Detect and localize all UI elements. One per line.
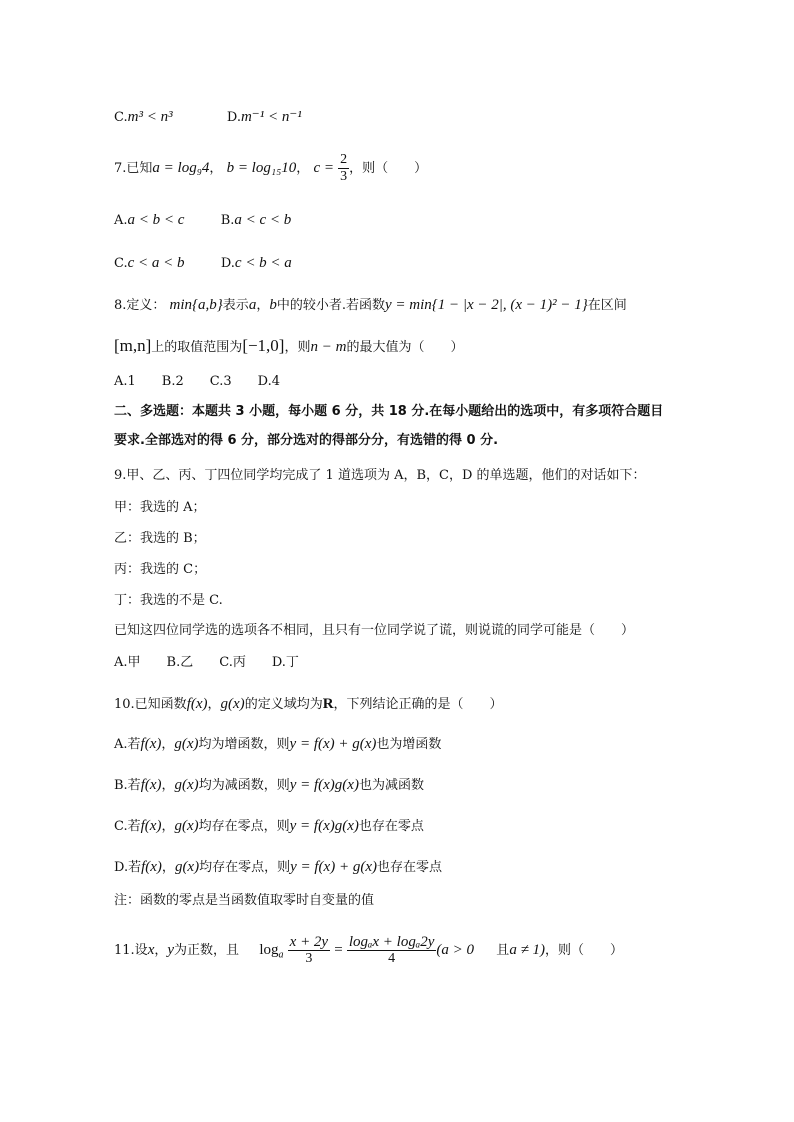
q11-text1: 为正数，且 bbox=[174, 943, 240, 958]
q11-left-denominator: 3 bbox=[305, 951, 313, 966]
q10-c-mid: 均存在零点，则 bbox=[198, 819, 290, 834]
q8-text1: 表示 bbox=[222, 298, 249, 313]
q8-text7: 的最大值为（ ） bbox=[346, 340, 464, 355]
q10-c-post: 也存在零点 bbox=[358, 819, 424, 834]
q9-stem: 9.甲、乙、丙、丁四位同学均完成了 1 道选项为 A，B，C，D 的单选题，他们的对话如下： bbox=[114, 468, 646, 483]
q10-b-post: 也为减函数 bbox=[358, 778, 424, 793]
q8-text2: ， bbox=[256, 298, 270, 313]
q9-statement-1: 甲：我选的 A； bbox=[114, 500, 206, 515]
q11-left-fraction bbox=[288, 934, 330, 967]
q10-option-c bbox=[114, 817, 424, 836]
q10-c-expr: y = f(x)g(x) bbox=[289, 818, 359, 834]
q11-right-fraction bbox=[347, 934, 437, 967]
q10-d-post: 也存在零点 bbox=[376, 860, 442, 875]
q10-c-g: g(x) bbox=[174, 818, 199, 834]
q7-option-d-expr: c < b < a bbox=[234, 255, 292, 271]
q7-option-b-expr: a < c < b bbox=[234, 212, 292, 228]
q7-option-b-label: B. bbox=[220, 213, 235, 228]
q9-question: 已知这四位同学选的选项各不相同，且只有一位同学说了谎，则说谎的同学可能是（ ） bbox=[114, 623, 635, 638]
q7-option-a-label: A. bbox=[114, 213, 128, 228]
q9-statement-2: 乙：我选的 B； bbox=[114, 531, 206, 546]
q10-d-expr: y = f(x) + g(x) bbox=[290, 859, 377, 875]
q6-option-d-expr: m⁻¹ < n⁻¹ bbox=[240, 109, 302, 125]
q10-text2: ，下列结论正确的是（ ） bbox=[333, 697, 503, 712]
q10-option-d bbox=[114, 858, 442, 877]
q8-diff: n − m bbox=[310, 339, 347, 355]
q10-a-comma: ， bbox=[161, 737, 175, 752]
q11-cond2: a ≠ 1) bbox=[509, 942, 546, 958]
q8-var-b: b bbox=[269, 297, 277, 313]
q8-text3: 中的较小者.若函数 bbox=[276, 298, 385, 313]
q11-log: log bbox=[259, 942, 279, 958]
q11-left-numerator: x + 2y bbox=[289, 934, 329, 950]
q8-var-a: a bbox=[248, 297, 257, 313]
q10-f: f(x) bbox=[186, 696, 208, 712]
q10-d-f: f(x) bbox=[141, 859, 162, 875]
q10-a-post: 也为增函数 bbox=[376, 737, 442, 752]
q10-a-g: g(x) bbox=[174, 736, 199, 752]
q8-interval: [m,n] bbox=[114, 336, 152, 355]
q8-options: A.1 B.2 C.3 D.4 bbox=[114, 374, 280, 389]
q10-a-f: f(x) bbox=[140, 736, 162, 752]
q8-stem-line1 bbox=[114, 296, 627, 315]
q7-c-lhs: c = bbox=[313, 160, 334, 176]
q7-suffix: ，则（ ） bbox=[349, 161, 428, 176]
q8-min-expr: min{a,b} bbox=[169, 297, 223, 313]
q9-options: A.甲 B.乙 C.丙 D.丁 bbox=[114, 655, 299, 670]
q10-c-f: f(x) bbox=[140, 818, 162, 834]
q7-c-fraction bbox=[338, 152, 349, 185]
q8-prefix: 8.定义： bbox=[114, 298, 166, 313]
q7-c-numerator: 2 bbox=[340, 152, 348, 167]
q7-option-a-expr: a < b < c bbox=[127, 212, 185, 228]
q7-b-expr: b = log₁₅10 bbox=[226, 160, 297, 176]
q10-option-b bbox=[114, 776, 424, 795]
q10-d-comma: ， bbox=[161, 860, 175, 875]
q10-b-f: f(x) bbox=[140, 777, 162, 793]
q9-statement-4: 丁：我选的不是 C. bbox=[114, 593, 223, 608]
q10-note: 注：函数的零点是当函数值取零时自变量的值 bbox=[114, 893, 375, 908]
q10-b-comma: ， bbox=[161, 778, 175, 793]
q10-a-mid: 均为增函数，则 bbox=[198, 737, 290, 752]
q11-suffix: ，则（ ） bbox=[545, 943, 624, 958]
q8-function-expr: y = min{1 − |x − 2|, (x − 1)² − 1} bbox=[384, 297, 588, 313]
q8-text5: 上的取值范围为 bbox=[151, 340, 243, 355]
q10-stem bbox=[114, 695, 503, 714]
q6-options-cd bbox=[114, 108, 302, 127]
q8-text6: ，则 bbox=[284, 340, 311, 355]
q7-option-c-label: C. bbox=[114, 256, 128, 271]
q10-option-a bbox=[114, 735, 441, 754]
q10-real-set: R bbox=[322, 696, 334, 712]
q11-stem: 11.设x，y为正数，且 $\log_a$ $\frac{x + 2y}{3}$ = $\frac{\text{logₐx + logₐ2y}}{4}$ (a > 0 且a ≠ 1)，则（ ） bbox=[114, 934, 624, 966]
q11-right-denominator: 4 bbox=[388, 951, 396, 966]
q10-c-comma: ， bbox=[161, 819, 175, 834]
q11-right-numerator: logₐx + logₐ2y bbox=[348, 934, 435, 950]
q7-options-ab bbox=[114, 211, 291, 230]
q10-prefix: 10.已知函数 bbox=[114, 697, 187, 712]
q7-a-expr: a = log₉4 bbox=[152, 160, 210, 176]
q9-statement-3: 丙：我选的 C； bbox=[114, 562, 207, 577]
q7-option-d-label: D. bbox=[220, 256, 235, 271]
q10-d-g: g(x) bbox=[174, 859, 200, 875]
q11-y: y bbox=[167, 942, 175, 958]
q10-b-expr: y = f(x)g(x) bbox=[289, 777, 359, 793]
q11-text2: 且 bbox=[496, 943, 510, 958]
q10-c-pre: C.若 bbox=[114, 819, 141, 834]
q6-option-c-label: C. bbox=[114, 110, 128, 125]
q10-d-pre: D.若 bbox=[114, 860, 142, 875]
q11-log-base: a bbox=[278, 949, 284, 961]
q6-option-c-expr: m³ < n³ bbox=[127, 109, 173, 125]
q10-b-mid: 均为减函数，则 bbox=[198, 778, 290, 793]
q7-stem: 7.已知a = log₉4， b = log₁₅10， c = $\frac{2}{3}$ ，则（ ） bbox=[114, 152, 428, 184]
q11-x: x bbox=[147, 942, 155, 958]
q11-comma: ， bbox=[154, 943, 168, 958]
q10-a-expr: y = f(x) + g(x) bbox=[289, 736, 377, 752]
q10-d-mid: 均存在零点，则 bbox=[199, 860, 291, 875]
q10-b-pre: B.若 bbox=[114, 778, 141, 793]
q7-prefix: 7.已知 bbox=[114, 161, 153, 176]
q10-text1: 的定义域均为 bbox=[244, 697, 323, 712]
q7-option-c-expr: c < a < b bbox=[127, 255, 185, 271]
q8-text4: 在区间 bbox=[587, 298, 627, 313]
q8-stem-line2 bbox=[114, 337, 463, 357]
q11-cond1: (a > 0 bbox=[436, 942, 475, 958]
section2-header-line2: 要求.全部选对的得 6 分，部分选对的得部分分，有选错的得 0 分. bbox=[114, 433, 499, 448]
q10-g: g(x) bbox=[220, 696, 245, 712]
q10-a-pre: A.若 bbox=[114, 737, 141, 752]
q10-comma: ， bbox=[207, 697, 221, 712]
q11-prefix: 11.设 bbox=[114, 943, 148, 958]
q7-c-denominator: 3 bbox=[340, 169, 348, 184]
q6-option-d-label: D. bbox=[226, 110, 241, 125]
q8-range: [−1,0] bbox=[242, 336, 285, 355]
q10-b-g: g(x) bbox=[174, 777, 199, 793]
section2-header-line1: 二、多选题：本题共 3 小题，每小题 6 分，共 18 分.在每小题给出的选项中，有多项符合题目 bbox=[114, 404, 664, 419]
q7-options-cd bbox=[114, 254, 292, 273]
